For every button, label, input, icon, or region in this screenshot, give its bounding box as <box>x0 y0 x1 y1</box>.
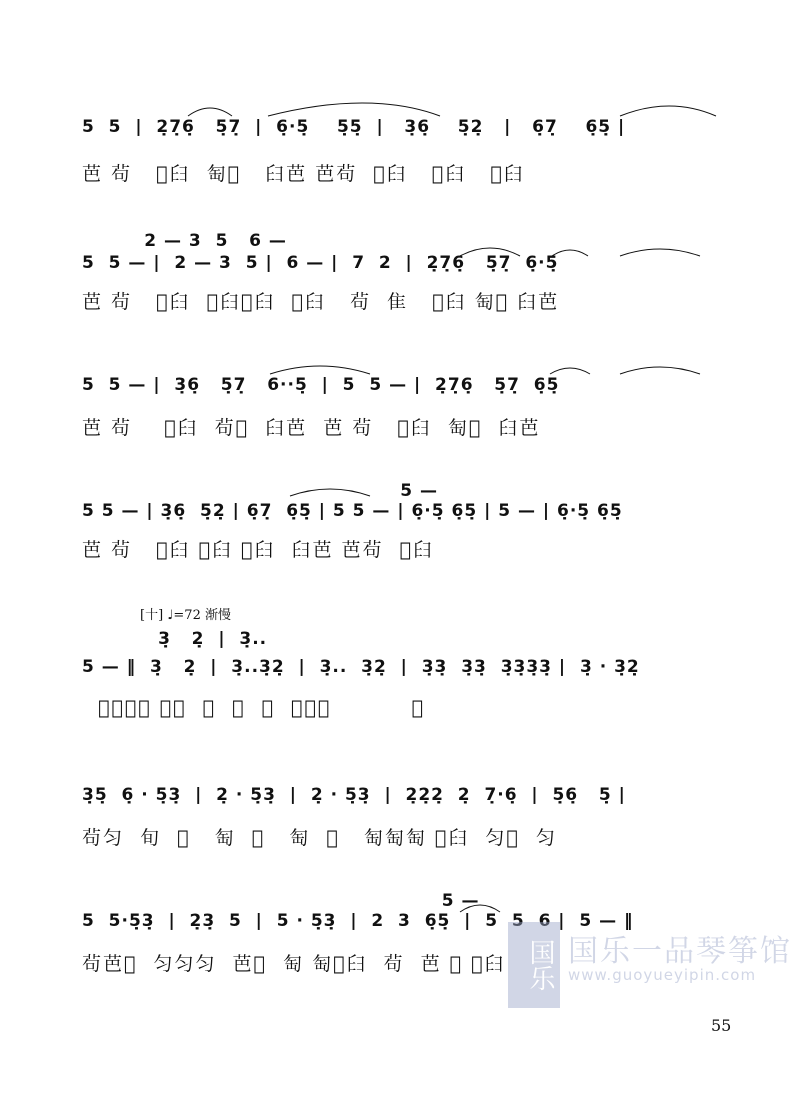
notation-line: 5 5·5̣3̣ | 2̣3̣ 5 | 5 · 5̣3̣ | 2 3 6̣5̣ | 5 5 6 | 5 — ‖ <box>82 911 634 931</box>
tablature-line: 芭 茍 𪛉𦥑 𪛉𦥑𪛉𦥑 𪛉𦥑 茍 隹 𪛉𦥑 匋𪛉 𦥑芭 <box>82 291 560 313</box>
tablature-line: 芭 茍 𪛉𦥑 茍𪛉 𦥑芭 芭 茍 𪛉𦥑 匋𪛉 𦥑芭 <box>82 417 541 439</box>
upper-notation-line: 3̣ 2̣ | 3̣.. <box>82 629 268 649</box>
watermark-text: 国乐一品琴筝馆 <box>568 934 792 969</box>
tempo-mark: [十] ♩=72 渐慢 <box>140 608 231 623</box>
upper-notation-line: 5 — <box>82 481 438 501</box>
notation-line: 5 5 — | 3̣6̣ 5̣7̣ 6··5̣ | 5 5 — | 2̣7̣6̣ 5̣7̣ 6̣5̣ <box>82 375 560 395</box>
notation-line: 5 5 — | 2 — 3 5 | 6 — | 7 2 | 2̣7̣6̣ 5̣7̣ 6̣·5̣ <box>82 253 559 273</box>
page-number: 55 <box>711 1016 732 1035</box>
notation-line: 5 — ‖ 3̣ 2̣ | 3̣..3̣2̣ | 3̣.. 3̣2̣ | 3̣3̣ 3̣3̣ 3̣3̣3̣3̣ | 3̣ · 3̣2̣ <box>82 657 640 677</box>
notation-line: 5 5 — | 3̣6̣ 5̣2̣ | 6̣7̣ 6̣5̣ | 5 5 — | 6̣·5̣ 6̣5̣ | 5 — | 6̣·5̣ 6̣5̣ <box>82 501 623 521</box>
notation-line: 5 5 | 2̣7̣6̣ 5̣7̣ | 6̣·5̣ 5̣5̣ | 3̣6̣ 5̣2̣ | 6̣7̣ 6̣5̣ | <box>82 117 626 137</box>
tablature-line: 茍匀 旬 𪛉 匋 𪛉 匋 𪛉 匋匋匋 𪛉𦥑 匀𪛉 匀 <box>82 827 557 849</box>
upper-notation-line: 5 — <box>82 891 480 911</box>
tablature-line: 芭 茍 𪛉𦥑 𪛉𦥑 𪛉𦥑 𦥑芭 芭茍 𪛉𦥑 <box>82 539 435 561</box>
tablature-line: 芭 茍 𪛉𦥑 匋𪛉 𦥑芭 芭茍 𪛉𦥑 𪛉𦥑 𪛉𦥑 <box>82 163 525 185</box>
upper-notation-line: 2 — 3 5 6 — <box>82 231 287 251</box>
watermark-url: www.guoyueyipin.com <box>568 966 757 984</box>
watermark-seal: 国乐 <box>508 922 560 1008</box>
tablature-line: 𪛉𦥑𪛉𦥑 𪛉𦥑 𪛉 茍 𪛉 茍𪛉茍 𪛉 <box>82 697 426 719</box>
tablature-line: 茍芭𪛉 匀匀匀 芭𪛉 匋 匋𪛉𦥑 茍 芭 𪛉 𪛉𦥑 <box>82 953 506 975</box>
notation-line: 3̣5̣ 6̣ · 5̣3̣ | 2̣ · 5̣3̣ | 2̣ · 5̣3̣ | 2̣2̣2̣ 2̣ 7̣·6̣ | 5̣6̣ 5̣ | <box>82 785 626 805</box>
